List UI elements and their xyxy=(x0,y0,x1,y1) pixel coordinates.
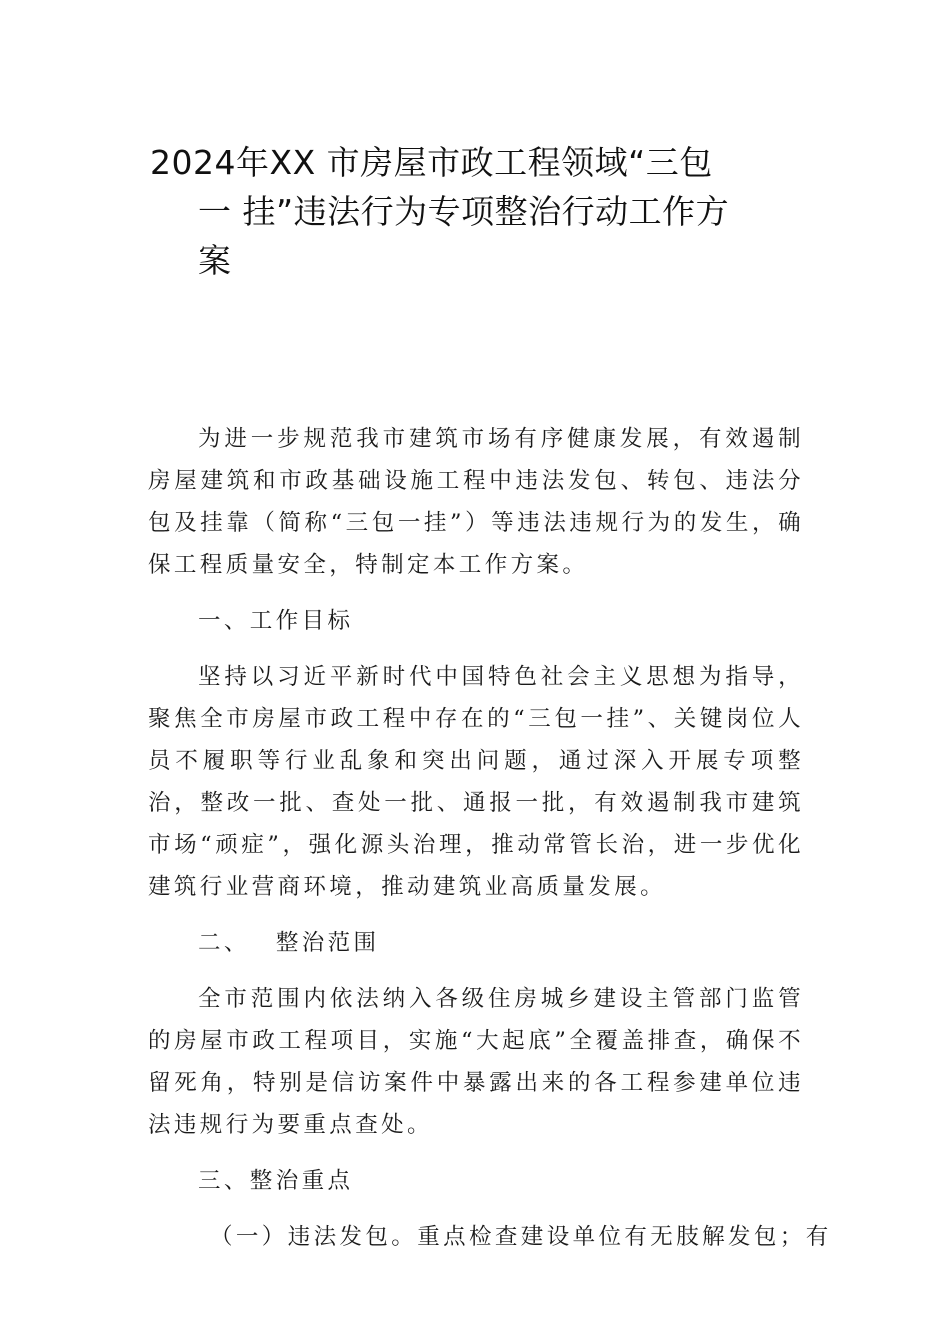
section-heading-focus: 三、整治重点 xyxy=(198,1168,354,1194)
subsection-illegal-contracting: （一）违法发包。重点检查建设单位有无肢解发包；有 xyxy=(210,1224,832,1250)
document-body xyxy=(148,418,832,1258)
section-body-scope: 全市范围内依法纳入各级住房城乡建设主管部门监管的房屋市政工程项目，实施“大起底”全覆盖排查，确保不留死角，特别是信访案件中暴露出来的各工程参建单位违法违规行为要重点查处。 xyxy=(148,986,804,1138)
title-line-2: 一 挂”违法行为专项整治行动工作方 xyxy=(198,192,730,231)
document-title xyxy=(150,138,800,285)
title-line-1: 2024年XX 市房屋市政工程领域“三包 xyxy=(150,143,713,182)
intro-paragraph: 为进一步规范我市建筑市场有序健康发展，有效遏制房屋建筑和市政基础设施工程中违法发包、转包、违法分包及挂靠（简称“三包一挂”）等违法违规行为的发生，确保工程质量安全，特制定本工作方案。 xyxy=(148,426,804,578)
title-line-3: 案 xyxy=(198,241,232,280)
section-heading-scope xyxy=(148,922,804,964)
section-heading-scope-number: 二、 xyxy=(198,930,250,956)
section-heading-scope-text: 整治范围 xyxy=(275,930,380,956)
section-heading-goals: 一、工作目标 xyxy=(198,608,354,634)
section-body-goals: 坚持以习近平新时代中国特色社会主义思想为指导，聚焦全市房屋市政工程中存在的“三包一挂”、关键岗位人员不履职等行业乱象和突出问题，通过深入开展专项整治，整改一批、查处一批、通报一批，有效遏制我市建筑市场“顽症”，强化源头治理，推动常管长治，进一步优化建筑行业营商环境，推动建筑业高质量发展。 xyxy=(148,664,804,900)
